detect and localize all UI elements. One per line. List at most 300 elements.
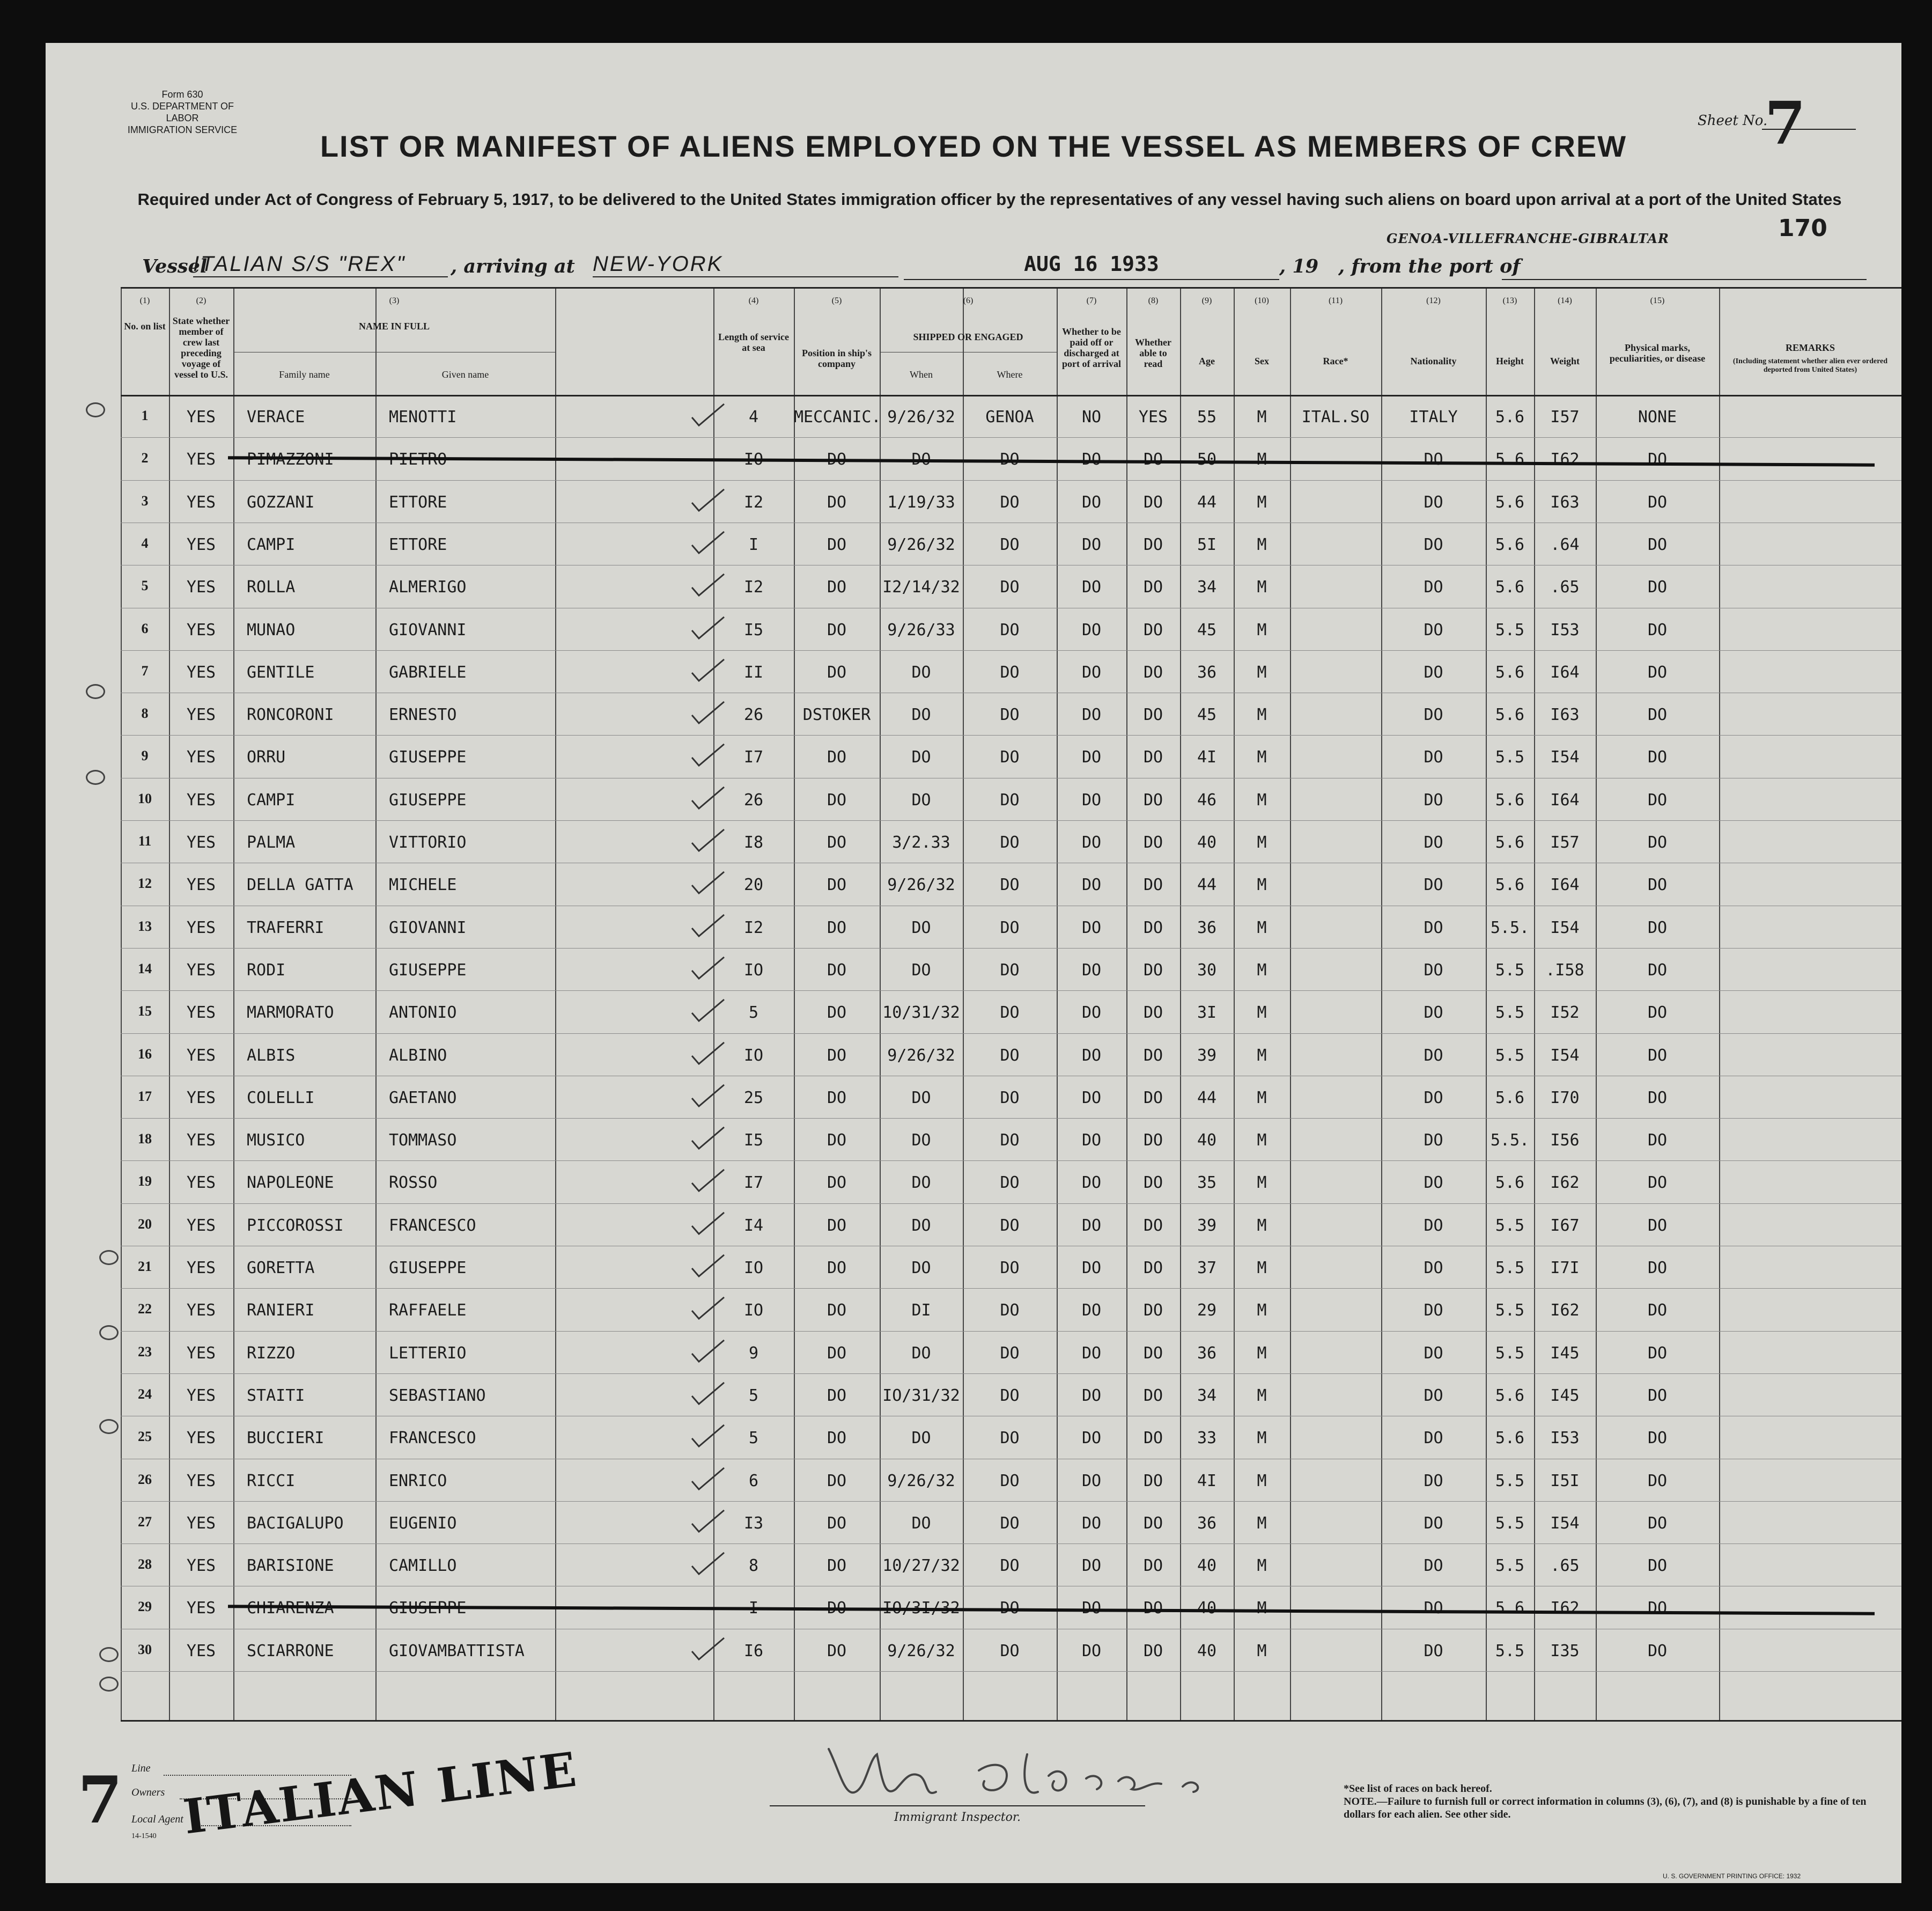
col-num-5: (5) [831,296,842,305]
col-num-3: (3) [389,296,400,305]
cell-given: ETTORE [389,535,447,554]
cell-height: 5.5 [1495,1046,1525,1065]
cell-position: DO [827,620,847,640]
cell-no: 25 [138,1429,152,1445]
cell-phys: DO [1647,1343,1668,1363]
cell-phys: DO [1647,1088,1668,1107]
arriving-label: , arriving at [451,255,575,277]
cell-state: YES [186,1429,216,1448]
cell-where: DO [1000,450,1020,469]
check-mark-icon [689,1550,727,1577]
cell-where: DO [1000,876,1020,895]
cell-no: 28 [138,1556,152,1572]
check-mark-icon [689,699,727,726]
cell-phys: DO [1647,1429,1668,1448]
cell-length: IO [743,1259,764,1277]
cell-read: DO [1143,1471,1163,1490]
vessel-name: ITALIAN S/S "REX" [193,252,448,277]
cell-weight: I35 [1550,1641,1580,1660]
cell-where: DO [1000,1046,1020,1065]
cell-where: DO [1000,535,1020,554]
cell-paid: NO [1081,408,1102,427]
cell-nat: DO [1424,1429,1443,1448]
cell-length: I5 [743,1131,764,1150]
cell-family: ORRU [247,748,286,767]
cell-no: 2 [141,450,149,466]
cell-state: YES [186,1088,216,1107]
cell-length: IO [743,960,764,980]
cell-given: GIOVANNI [389,918,467,937]
cell-weight: I53 [1550,1429,1580,1448]
cell-read: DO [1143,1599,1163,1618]
cell-position: MECCANIC. [794,408,881,427]
cell-age: 37 [1197,1259,1217,1277]
cell-state: YES [186,1641,216,1660]
cell-position: DO [827,1046,847,1065]
cell-family: SCIARRONE [247,1641,334,1660]
header-physical: Physical marks, peculiarities, or disease [1609,342,1706,364]
cell-where: DO [1000,1343,1020,1363]
cell-given: FRANCESCO [389,1216,476,1235]
cell-read: DO [1143,876,1163,895]
cell-length: 26 [743,790,764,810]
cell-when: 9/26/32 [887,1641,955,1660]
cell-no: 6 [141,620,149,636]
cell-sex: M [1257,1599,1267,1618]
cell-position: DO [827,535,847,554]
cell-length: I6 [743,1641,764,1660]
cell-no: 30 [138,1641,152,1657]
cell-where: DO [1000,1429,1020,1448]
cell-height: 5.5 [1495,1301,1525,1320]
cell-no: 27 [138,1513,152,1530]
col-num-15: (15) [1650,296,1665,305]
cell-state: YES [186,705,216,725]
cell-paid: DO [1081,1471,1102,1490]
cell-length: IO [743,1046,764,1065]
cell-given: GIUSEPPE [389,748,467,767]
cell-where: DO [1000,1386,1020,1405]
cell-age: 34 [1197,578,1217,597]
cell-position: DO [827,1429,847,1448]
cell-paid: DO [1081,1599,1102,1618]
cell-height: 5.5 [1495,1216,1525,1235]
cell-read: DO [1143,1046,1163,1065]
col-num-10: (10) [1255,296,1269,305]
cell-when: 10/31/32 [882,1003,960,1023]
cell-when: 1/19/33 [887,493,955,512]
cell-phys: DO [1647,1173,1668,1193]
cell-height: 5.6 [1495,450,1525,469]
sheet-number: 7 [1765,89,1806,158]
cell-length: IO [743,450,764,469]
cell-paid: DO [1081,1343,1102,1363]
cell-given: PIETRO [389,450,447,469]
crew-table [121,287,1901,1722]
owners-label: Owners [131,1787,165,1798]
header-family-name: Family name [279,369,330,380]
cell-when: DO [911,918,931,937]
cell-state: YES [186,1046,216,1065]
col-num-1: (1) [139,296,150,305]
cell-where: DO [1000,1003,1020,1023]
check-mark-icon [689,997,727,1024]
cell-length: 6 [748,1471,759,1490]
printer-note: U. S. GOVERNMENT PRINTING OFFICE: 1932 [1663,1872,1801,1880]
cell-read: DO [1143,1216,1163,1235]
check-mark-icon [689,784,727,811]
cell-age: 40 [1197,1131,1217,1150]
cell-weight: I63 [1550,705,1580,725]
cell-length: I [748,535,759,554]
check-mark-icon [689,529,727,556]
cell-family: PALMA [247,833,296,852]
cell-when: IO/31/32 [882,1386,960,1405]
header-remarks: REMARKS [1785,342,1835,353]
cell-sex: M [1257,1513,1267,1533]
cell-position: DO [827,1131,847,1150]
cell-state: YES [186,1513,216,1533]
cell-no: 21 [138,1259,152,1274]
cell-where: DO [1000,1259,1020,1277]
cell-sex: M [1257,790,1267,810]
cell-family: BUCCIERI [247,1429,325,1448]
cell-sex: M [1257,1301,1267,1320]
cell-height: 5.6 [1495,705,1525,725]
cell-paid: DO [1081,790,1102,810]
cell-phys: DO [1647,918,1668,937]
cell-position: DO [827,1173,847,1193]
cell-weight: .65 [1550,1556,1580,1576]
cell-age: 40 [1197,1599,1217,1618]
cell-no: 29 [138,1599,152,1615]
page-subtitle: Required under Act of Congress of February 5, 1917, to be delivered to the United States immigration officer by the representatives of any vessel having such aliens on board upon arrival at a port of the United States [137,190,1842,209]
cell-length: 20 [743,876,764,895]
cell-read: YES [1138,408,1168,427]
punch-hole [99,1677,119,1692]
cell-family: MUNAO [247,620,296,640]
cell-when: DO [911,1513,931,1533]
cell-height: 5.6 [1495,833,1525,852]
cell-family: GORETTA [247,1259,315,1277]
cell-when: 9/26/33 [887,620,955,640]
cell-given: MENOTTI [389,408,457,427]
cell-nat: DO [1424,833,1443,852]
cell-sex: M [1257,408,1267,427]
cell-when: DO [911,663,931,682]
cell-length: IO [743,1301,764,1320]
cell-length: 5 [748,1386,759,1405]
cell-read: DO [1143,450,1163,469]
cell-phys: DO [1647,876,1668,895]
cell-where: DO [1000,960,1020,980]
cell-length: I7 [743,1173,764,1193]
cell-given: RAFFAELE [389,1301,467,1320]
cell-length: 25 [743,1088,764,1107]
vessel-row [142,252,1859,284]
cell-when: DO [911,1216,931,1235]
line-label: Line [131,1762,151,1774]
header-height: Height [1496,356,1524,366]
cell-height: 5.6 [1495,1173,1525,1193]
cell-given: ETTORE [389,493,447,512]
cell-state: YES [186,620,216,640]
punch-hole [99,1325,119,1340]
cell-family: MUSICO [247,1131,305,1150]
cell-phys: DO [1647,705,1668,725]
cell-nat: DO [1424,1216,1443,1235]
cell-height: 5.6 [1495,1599,1525,1618]
cell-phys: DO [1647,620,1668,640]
cell-when: DO [911,748,931,767]
check-mark-icon [689,1210,727,1237]
cell-age: 36 [1197,918,1217,937]
cell-position: DO [827,663,847,682]
check-mark-icon [689,912,727,939]
cell-paid: DO [1081,663,1102,682]
cell-height: 5.6 [1495,408,1525,427]
cell-nat: DO [1424,1301,1443,1320]
cell-height: 5.5 [1495,1259,1525,1277]
cell-paid: DO [1081,535,1102,554]
cell-weight: I53 [1550,620,1580,640]
cell-state: YES [186,748,216,767]
cell-given: ROSSO [389,1173,438,1193]
cell-weight: I54 [1550,918,1580,937]
cell-nat: DO [1424,535,1443,554]
cell-no: 9 [141,748,149,764]
cell-phys: DO [1647,1003,1668,1023]
cell-paid: DO [1081,705,1102,725]
cell-weight: I56 [1550,1131,1580,1150]
col-num-6: (6) [963,296,974,305]
check-mark-icon [689,401,727,428]
local-agent-label: Local Agent [131,1813,183,1825]
cell-no: 19 [138,1173,152,1189]
punch-hole [86,684,105,699]
header-sex: Sex [1255,356,1269,366]
cell-read: DO [1143,790,1163,810]
cell-given: CAMILLO [389,1556,457,1576]
cell-no: 1 [141,408,149,423]
cell-position: DO [827,1386,847,1405]
cell-given: SEBASTIANO [389,1386,486,1405]
cell-where: DO [1000,620,1020,640]
cell-height: 5.6 [1495,535,1525,554]
cell-where: GENOA [985,408,1034,427]
cell-weight: I52 [1550,1003,1580,1023]
cell-phys: DO [1647,1301,1668,1320]
cell-sex: M [1257,1088,1267,1107]
cell-family: COLELLI [247,1088,315,1107]
cell-nat: DO [1424,918,1443,937]
check-mark-icon [689,487,727,513]
cell-given: GIOVAMBATTISTA [389,1641,525,1660]
cell-length: I2 [743,493,764,512]
cell-sex: M [1257,1343,1267,1363]
footnote-fine: NOTE.—Failure to furnish full or correct information in columns (3), (6), (7), and (8) is punishable by a fine of ten dollars for each alien. See other side. [1344,1796,1867,1820]
cell-position: DO [827,748,847,767]
cell-family: DELLA GATTA [247,876,353,895]
cell-family: GENTILE [247,663,315,682]
year-label: , 19 [1279,255,1319,277]
cell-nat: DO [1424,1641,1443,1660]
cell-position: DO [827,918,847,937]
cell-nat: DO [1424,876,1443,895]
cell-read: DO [1143,1556,1163,1576]
cell-length: 5 [748,1003,759,1023]
cell-sex: M [1257,1386,1267,1405]
cell-length: I3 [743,1513,764,1533]
cell-family: ROLLA [247,578,296,597]
cell-state: YES [186,663,216,682]
cell-given: ALBINO [389,1046,447,1065]
cell-weight: I54 [1550,1513,1580,1533]
footnote-races: *See list of races on back hereof. [1344,1783,1492,1795]
cell-read: DO [1143,535,1163,554]
cell-read: DO [1143,748,1163,767]
cell-state: YES [186,408,216,427]
header-remarks-note: (Including statement whether alien ever ordered deported from United States) [1732,357,1888,374]
from-port-line [1502,252,1867,280]
col-num-4: (4) [748,296,759,305]
cell-phys: DO [1647,493,1668,512]
cell-paid: DO [1081,748,1102,767]
cell-nat: DO [1424,578,1443,597]
cell-length: I2 [743,918,764,937]
col-num-7: (7) [1086,296,1097,305]
cell-phys: DO [1647,1259,1668,1277]
cell-read: DO [1143,578,1163,597]
cell-where: DO [1000,663,1020,682]
cell-height: 5.6 [1495,1088,1525,1107]
cell-length: 9 [748,1343,759,1363]
inspector-label: Immigrant Inspector. [894,1811,1021,1824]
cell-paid: DO [1081,1088,1102,1107]
cell-length: 4 [748,408,759,427]
cell-height: 5.5. [1490,1131,1530,1150]
cell-given: VITTORIO [389,833,467,852]
cell-when: DO [911,1131,931,1150]
cell-phys: NONE [1638,408,1677,427]
cell-position: DO [827,1471,847,1490]
header-race: Race* [1323,356,1348,366]
cell-age: 4I [1197,748,1217,767]
cell-family: CAMPI [247,535,296,554]
cell-phys: DO [1647,535,1668,554]
cell-given: GABRIELE [389,663,467,682]
cell-height: 5.5 [1495,960,1525,980]
cell-no: 16 [138,1046,152,1062]
check-mark-icon [689,1508,727,1534]
cell-no: 15 [138,1003,152,1019]
cell-weight: I57 [1550,833,1580,852]
cell-sex: M [1257,960,1267,980]
cell-paid: DO [1081,578,1102,597]
cell-nat: DO [1424,1386,1443,1405]
cell-no: 26 [138,1471,152,1487]
cell-sex: M [1257,663,1267,682]
check-mark-icon [689,827,727,854]
cell-where: DO [1000,1301,1020,1320]
cell-height: 5.5 [1495,1556,1525,1576]
stamp-number: 170 [1778,215,1827,242]
cell-read: DO [1143,1301,1163,1320]
cell-position: DO [827,1556,847,1576]
cell-family: BACIGALUPO [247,1513,344,1533]
cell-when: 9/26/32 [887,535,955,554]
cell-no: 3 [141,493,149,509]
cell-family: RIZZO [247,1343,296,1363]
cell-read: DO [1143,705,1163,725]
cell-where: DO [1000,1556,1020,1576]
cell-length: 8 [748,1556,759,1576]
cell-read: DO [1143,1173,1163,1193]
header-name-in-full: NAME IN FULL [358,321,430,332]
cell-given: TOMMASO [389,1131,457,1150]
cell-phys: DO [1647,1471,1668,1490]
cell-phys: DO [1647,790,1668,810]
cell-no: 11 [138,833,152,849]
col-num-8: (8) [1148,296,1159,305]
cell-when: 9/26/32 [887,1046,955,1065]
manifest-sheet [46,43,1901,1883]
cell-length: I4 [743,1216,764,1235]
cell-when: DO [911,1173,931,1193]
cell-state: YES [186,578,216,597]
cell-sex: M [1257,1471,1267,1490]
cell-read: DO [1143,1513,1163,1533]
cell-paid: DO [1081,620,1102,640]
cell-state: YES [186,876,216,895]
cell-paid: DO [1081,450,1102,469]
cell-sex: M [1257,1429,1267,1448]
cell-given: GIOVANNI [389,620,467,640]
cell-family: MARMORATO [247,1003,334,1023]
cell-height: 5.6 [1495,1429,1525,1448]
cell-age: 36 [1197,663,1217,682]
cell-age: 40 [1197,1641,1217,1660]
header-state-whether: State whether member of crew last preceding voyage of vessel to U.S. [172,315,230,380]
cell-family: RICCI [247,1471,296,1490]
header-shipped-engaged: SHIPPED OR ENGAGED [913,332,1023,342]
cell-no: 7 [141,663,149,679]
cell-age: 50 [1197,450,1217,469]
cell-where: DO [1000,790,1020,810]
cell-read: DO [1143,918,1163,937]
cell-weight: I45 [1550,1343,1580,1363]
cell-nat: DO [1424,1513,1443,1533]
cell-weight: I62 [1550,1173,1580,1193]
cell-state: YES [186,1216,216,1235]
cell-paid: DO [1081,876,1102,895]
header-no-on-list: No. on list [124,321,166,332]
cell-age: 39 [1197,1046,1217,1065]
cell-sex: M [1257,1216,1267,1235]
cell-state: YES [186,535,216,554]
cell-no: 4 [141,535,149,551]
cell-family: RONCORONI [247,705,334,725]
cell-weight: I62 [1550,1301,1580,1320]
cell-height: 5.5 [1495,748,1525,767]
cell-read: DO [1143,833,1163,852]
check-mark-icon [689,657,727,683]
cell-nat: DO [1424,1088,1443,1107]
cell-phys: DO [1647,1599,1668,1618]
cell-phys: DO [1647,450,1668,469]
cell-position: DO [827,450,847,469]
cell-state: YES [186,1131,216,1150]
